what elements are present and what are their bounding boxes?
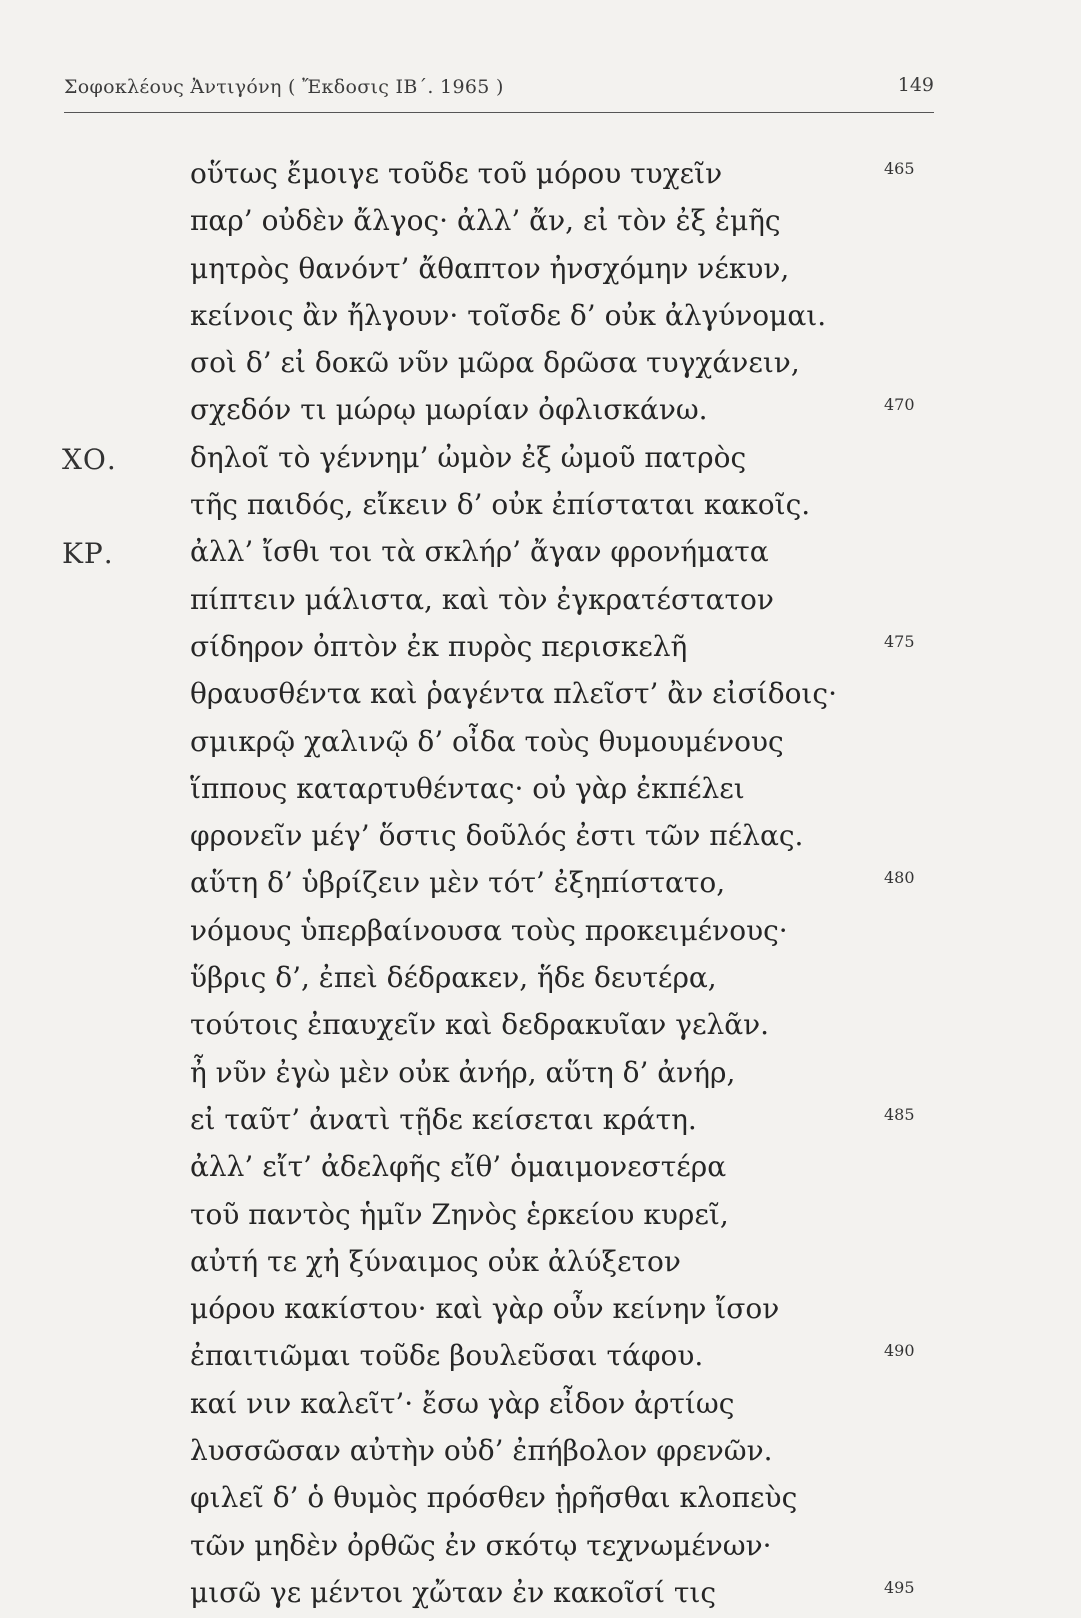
verse-line	[0, 767, 1081, 814]
verse-text: αὐτή τε χἠ ξύναιμος οὐκ ἀλύξετον	[190, 1244, 681, 1278]
line-number: 470	[884, 395, 915, 415]
verse-text: ὕβρις δ’, ἐπεὶ δέδρακεν, ἥδε δευτέρα,	[190, 961, 717, 995]
speaker-label: ΧΟ.	[62, 442, 117, 476]
verse-text: δηλοῖ τὸ γέννημ’ ὠμὸν ἐξ ὠμοῦ πατρὸς	[190, 440, 747, 474]
verse-text: τῶν μηδὲν ὀρθῶς ἐν σκότῳ τεχνωμένων·	[190, 1528, 772, 1562]
verse-line	[0, 530, 1081, 577]
verse-line	[0, 625, 1081, 672]
verse-text: θραυσθέντα καὶ ῥαγέντα πλεῖστ’ ἂν εἰσίδοις·	[190, 677, 837, 711]
verse-text: μητρὸς θανόντ’ ἄθαπτον ἠνσχόμην νέκυν,	[190, 251, 790, 285]
verse-text: ἦ νῦν ἐγὼ μὲν οὐκ ἀνήρ, αὕτη δ’ ἀνήρ,	[190, 1055, 736, 1089]
verse-text: λυσσῶσαν αὐτὴν οὐδ’ ἐπήβολον φρενῶν.	[190, 1434, 773, 1468]
verse-line	[0, 909, 1081, 956]
verse-line	[0, 1287, 1081, 1334]
verse-line	[0, 1334, 1081, 1381]
verse-text: πίπτειν μάλιστα, καὶ τὸν ἐγκρατέστατον	[190, 582, 774, 616]
verse-line	[0, 1429, 1081, 1476]
verse-text: παρ’ οὐδὲν ἄλγος· ἀλλ’ ἄν, εἰ τὸν ἐξ ἐμῆς	[190, 204, 781, 238]
line-number: 480	[884, 868, 915, 888]
verse-line	[0, 436, 1081, 483]
line-number: 465	[884, 159, 915, 178]
verse-text: μόρου κακίστου· καὶ γὰρ οὖν κείνην ἴσον	[190, 1292, 780, 1326]
verse-text: σοὶ δ’ εἰ δοκῶ νῦν μῶρα δρῶσα τυγχάνειν,	[190, 346, 800, 380]
verse-line	[0, 1003, 1081, 1050]
verse-line	[0, 247, 1081, 294]
verse-text: μισῶ γε μέντοι χὤταν ἐν κακοῖσί τις	[190, 1575, 717, 1609]
verse-text: αὕτη δ’ ὑβρίζειν μὲν τότ’ ἐξηπίστατο,	[190, 866, 726, 900]
verse-line	[0, 1524, 1081, 1571]
verse-line	[0, 578, 1081, 625]
verse-text: φιλεῖ δ’ ὁ θυμὸς πρόσθεν ᾑρῆσθαι κλοπεὺς	[190, 1481, 798, 1515]
verse-text: ἀλλ’ εἴτ’ ἀδελφῆς εἴθ’ ὁμαιμονεστέρα	[190, 1150, 727, 1184]
page-number: 149	[897, 74, 934, 96]
verse-line	[0, 199, 1081, 246]
verse-line	[0, 294, 1081, 341]
verse-line	[0, 1571, 1081, 1618]
verse-text: νόμους ὑπερβαίνουσα τοὺς προκειμένους·	[190, 913, 788, 947]
verse-line	[0, 1051, 1081, 1098]
verse-text: καί νιν καλεῖτ’· ἔσω γὰρ εἶδον ἀρτίως	[190, 1386, 735, 1420]
verse-line	[0, 1193, 1081, 1240]
verse-line	[0, 152, 1081, 199]
verse-line	[0, 1098, 1081, 1145]
verse-text: οὕτως ἔμοιγε τοῦδε τοῦ μόρου τυχεῖν	[190, 157, 723, 190]
verse-text: τοῦ παντὸς ἡμῖν Ζηνὸς ἑρκείου κυρεῖ,	[190, 1197, 729, 1231]
verse-text: σίδηρον ὀπτὸν ἐκ πυρὸς περισκελῆ	[190, 629, 688, 663]
header-rule	[64, 112, 934, 113]
verse-line	[0, 1382, 1081, 1429]
verse-line	[0, 388, 1081, 435]
verse-text: ἀλλ’ ἴσθι τοι τὰ σκλήρ’ ἄγαν φρονήματα	[190, 535, 769, 569]
verse-line	[0, 1145, 1081, 1192]
verse-line	[0, 483, 1081, 530]
verse-text: τῆς παιδός, εἴκειν δ’ οὐκ ἐπίσταται κακοῖς.	[190, 488, 811, 522]
verse-line	[0, 814, 1081, 861]
verse-line	[0, 720, 1081, 767]
verse-line	[0, 861, 1081, 908]
verse-list	[0, 152, 1081, 1618]
verse-text: ἵππους καταρτυθέντας· οὐ γὰρ ἐκπέλει	[190, 771, 745, 805]
verse-text: σμικρῷ χαλινῷ δ’ οἶδα τοὺς θυμουμένους	[190, 724, 784, 758]
line-number: 485	[884, 1104, 915, 1124]
verse-text: κείνοις ἂν ἤλγουν· τοῖσδε δ’ οὐκ ἀλγύνομαι.	[190, 298, 827, 332]
verse-line	[0, 341, 1081, 388]
verse-text: εἰ ταῦτ’ ἀνατὶ τῇδε κείσεται κράτη.	[190, 1102, 697, 1136]
verse-line	[0, 1240, 1081, 1287]
verse-line	[0, 672, 1081, 719]
running-header	[64, 74, 934, 114]
line-number: 490	[884, 1341, 915, 1361]
speaker-label: ΚΡ.	[62, 537, 114, 571]
verse-line	[0, 956, 1081, 1003]
header-title: Σοφοκλέους Ἀντιγόνη ( Ἔκδοσις ΙΒ΄. 1965 )	[64, 76, 504, 98]
verse-text: σχεδόν τι μώρῳ μωρίαν ὀφλισκάνω.	[190, 393, 708, 427]
verse-text: φρονεῖν μέγ’ ὅστις δοῦλός ἐστι τῶν πέλας.	[190, 819, 804, 853]
line-number: 495	[884, 1577, 915, 1597]
line-number: 475	[884, 631, 915, 651]
verse-text: ἐπαιτιῶμαι τοῦδε βουλεῦσαι τάφου.	[190, 1339, 704, 1373]
verse-text: τούτοις ἐπαυχεῖν καὶ δεδρακυῖαν γελᾶν.	[190, 1008, 770, 1042]
